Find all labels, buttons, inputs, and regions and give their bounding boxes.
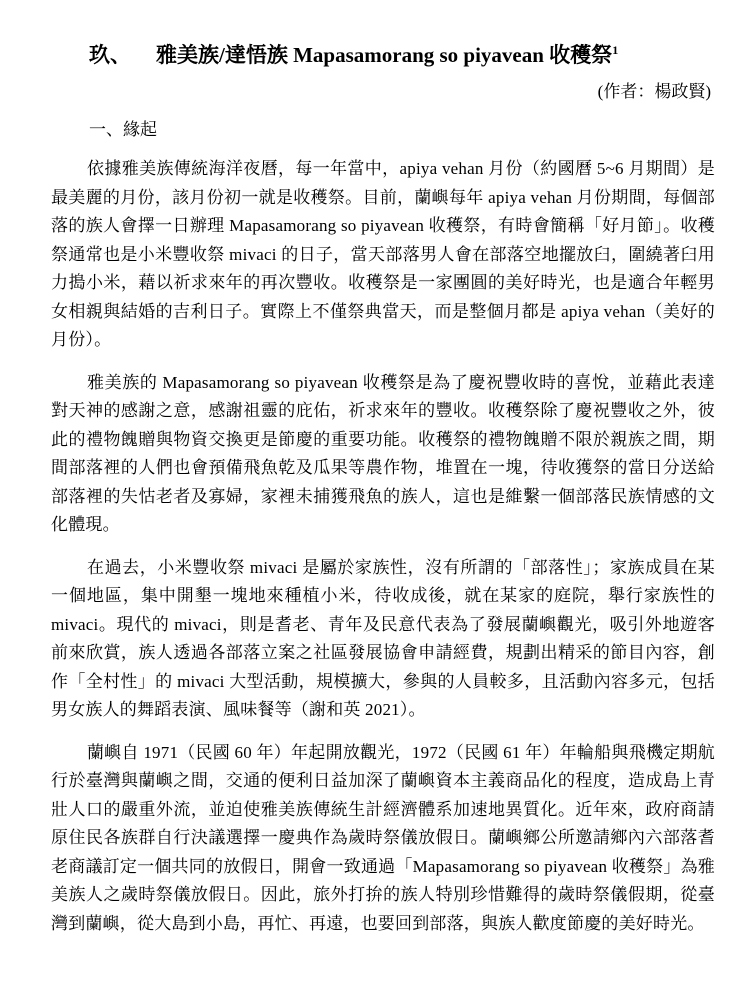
chapter-title: [51, 36, 715, 67]
chapter-title-text: 雅美族/達悟族 Mapasamorang so piyavean 收穫祭: [156, 43, 613, 67]
paragraph-2: 雅美族的 Mapasamorang so piyavean 收穫祭是為了慶祝豐收時的喜悅，並藉此表達對天神的感謝之意，感謝祖靈的庇佑，祈求來年的豐收。收穫祭除了慶祝豐收之外，彼此的禮物餽贈與物資交換更是節慶的重要功能。收穫祭的禮物餽贈不限於親族之間，期間部落裡的人們也會預備飛魚乾及瓜果等農作物，堆置在一塊，待收獲祭的當日分送給部落裡的失怙老者及寡婦，家裡未捕獲飛魚的族人，這也是維繫一個部落民族情感的文化體現。: [51, 372, 715, 534]
author-line: (作者：楊政賢): [597, 82, 711, 101]
paragraph-1: 依據雅美族傳統海洋夜曆，每一年當中，apiya vehan 月份（約國曆 5~6 月期間）是最美麗的月份，該月份初一就是收穫祭。目前，蘭嶼每年 apiya vehan 月份期間，每個部落的族人會擇一日辦理 Mapasamorang so piyavean 收穫祭，有時會簡稱「好月節」。收穫祭通常也是小米豐收祭 mivaci 的日子，當天部落男人會在部落空地擺放臼，圍繞著臼用力搗小米，藉以祈求來年的再次豐收。收穫祭是一家團圓的美好時光，也是適合年輕男女相親與結婚的吉利日子。實際上不僅祭典當天，而是整個月都是 apiya vehan（美好的月份）。: [51, 159, 715, 349]
chapter-number: 玖、: [89, 43, 131, 67]
paragraph-4: 蘭嶼自 1971（民國 60 年）年起開放觀光，1972（民國 61 年）年輪船與飛機定期航行於臺灣與蘭嶼之間，交通的便利日益加深了蘭嶼資本主義商品化的程度，造成島上青壯人口的嚴重外流，並迫使雅美族傳統生計經濟體系加速地異質化。近年來，政府商請原住民各族群自行決議選擇一慶典作為歲時祭儀放假日。蘭嶼鄉公所邀請鄉內六部落耆老商議訂定一個共同的放假日，開會一致通過「Mapasamorang so piyavean 收穫祭」為雅美族人之歲時祭儀放假日。因此，旅外打拚的族人特別珍惜難得的歲時祭儀假期，從臺灣到蘭嶼，從大島到小島，再忙、再遠，也要回到部落，與族人歡度節慶的美好時光。: [51, 742, 715, 933]
section-heading: 一、緣起: [89, 120, 157, 139]
footnote-marker[interactable]: 1: [612, 43, 619, 57]
paragraph-3: 在過去，小米豐收祭 mivaci 是屬於家族性，沒有所謂的「部落性」；家族成員在某一個地區，集中開墾一塊地來種植小米，待收成後，就在某家的庭院，舉行家族性的 mivaci。現代的 mivaci，則是耆老、青年及民意代表為了發展蘭嶼觀光，吸引外地遊客前來欣賞，族人透過各部落立案之社區發展協會申請經費，規劃出精采的節目內容，創作「全村性」的 mivaci 大型活動，規模擴大，參與的人員較多，且活動內容多元，包括男女族人的舞蹈表演、風味餐等（謝和英 2021）。: [51, 557, 715, 719]
